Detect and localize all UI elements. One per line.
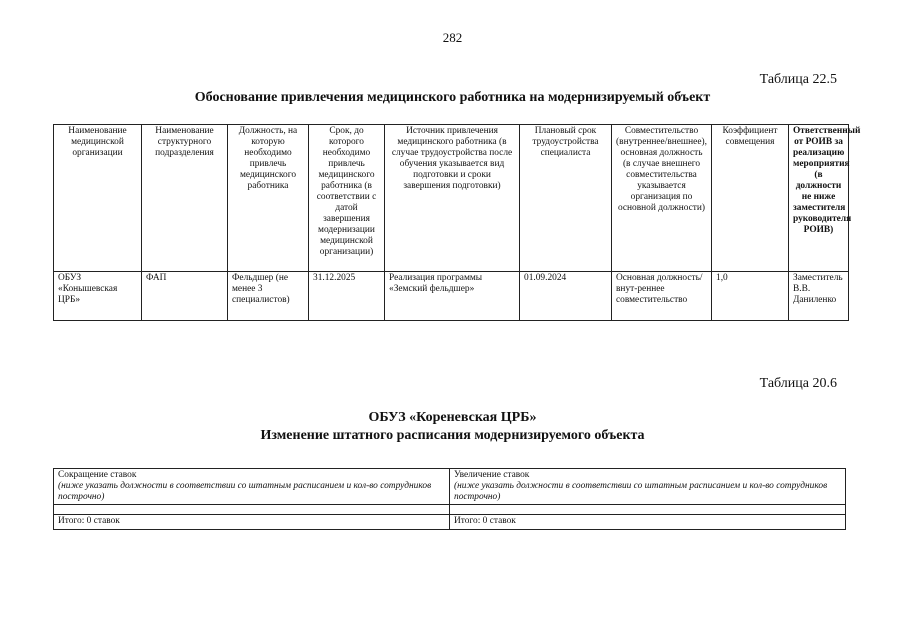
table-22-5-title: Обоснование привлечения медицинского работника на модернизируемый объект — [194, 90, 711, 105]
reduction-note: (ниже указать должности в соответствии со штатным расписанием и кол-во сотрудников построчно) — [58, 481, 432, 502]
reduction-total: Итого: 0 ставок — [54, 515, 450, 530]
increase-heading: Увеличение ставок — [454, 470, 530, 480]
table-header-row — [54, 125, 849, 272]
justification-table — [53, 124, 861, 321]
staffing-total-row — [54, 515, 846, 530]
cell-department: ФАП — [142, 272, 228, 321]
cell-coefficient: 1,0 — [712, 272, 789, 321]
header-position: Должность, на которую необходимо привлечь медицинского работника — [228, 125, 309, 272]
table-20-6-title: Изменение штатного расписания модернизируемого объекта — [260, 428, 645, 443]
staffing-change-table — [53, 468, 846, 530]
header-department: Наименование структурного подразделения — [142, 125, 228, 272]
table-22-5-label: Таблица 22.5 — [759, 72, 837, 87]
header-coefficient: Коэффициент совмещения — [712, 125, 789, 272]
header-source: Источник привлечения медицинского работника (в случае трудоустройства после обучения указывается вид подготовки и сроки завершения подготовки) — [385, 125, 520, 272]
increase-empty-cell — [450, 505, 846, 515]
header-organization: Наименование медицинской организации — [54, 125, 142, 272]
increase-header-cell — [450, 469, 846, 505]
reduction-header-cell — [54, 469, 450, 505]
reduction-heading: Сокращение ставок — [58, 470, 137, 480]
cell-combination: Основная должность/внут-реннее совместительство — [612, 272, 712, 321]
cell-deadline: 31.12.2025 — [309, 272, 385, 321]
header-combination: Совместительство (внутреннее/внешнее), основная должность (в случае внешнего совместительства указывается организация по основной должности) — [612, 125, 712, 272]
cell-source: Реализация программы «Земский фельдшер» — [385, 272, 520, 321]
cell-responsible: Заместитель В.В. Даниленко — [789, 272, 849, 321]
reduction-empty-cell — [54, 505, 450, 515]
table-20-6-label: Таблица 20.6 — [759, 376, 837, 391]
increase-total: Итого: 0 ставок — [450, 515, 846, 530]
header-deadline: Срок, до которого необходимо привлечь медицинского работника (в соответствии с датой завершения модернизации медицинской организации) — [309, 125, 385, 272]
table-20-6-organization: ОБУЗ «Кореневская ЦРБ» — [368, 410, 537, 425]
staffing-header-row — [54, 469, 846, 505]
page-number: 282 — [442, 30, 463, 45]
increase-note: (ниже указать должности в соответствии со штатным расписанием и кол-во сотрудников построчно) — [454, 481, 828, 502]
cell-organization: ОБУЗ «Конышевская ЦРБ» — [54, 272, 142, 321]
staffing-empty-row — [54, 505, 846, 515]
cell-planned-date: 01.09.2024 — [520, 272, 612, 321]
header-planned-date: Плановый срок трудоустройства специалиста — [520, 125, 612, 272]
table-row — [54, 272, 849, 321]
cell-position: Фельдшер (не менее 3 специалистов) — [228, 272, 309, 321]
header-responsible: Ответственный от РОИВ за реализацию мероприятия (в должности не ниже заместителя руководителя РОИВ) — [789, 125, 849, 272]
